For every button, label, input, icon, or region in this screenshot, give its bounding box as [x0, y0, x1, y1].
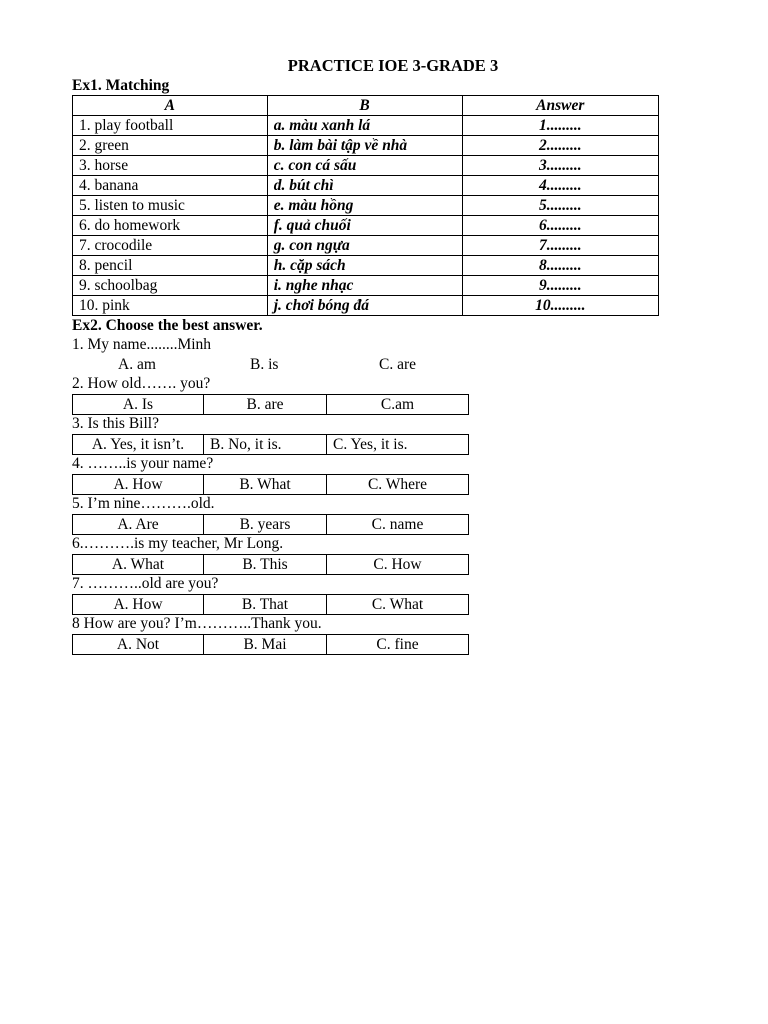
ex2-heading: Ex2. Choose the best answer. — [72, 317, 263, 334]
answer-blank: 9......... — [462, 276, 659, 296]
item-a: 3. horse — [73, 156, 268, 176]
table-row — [73, 176, 659, 196]
table-row — [73, 116, 659, 136]
item-b: e. màu hồng — [267, 196, 462, 216]
item-a: 1. play football — [73, 116, 268, 136]
col-header-a: A — [73, 96, 268, 116]
question-7: 7. ………..old are you? — [72, 575, 219, 592]
item-a: 10. pink — [73, 296, 268, 316]
answer-blank: 1......... — [462, 116, 659, 136]
item-a: 9. schoolbag — [73, 276, 268, 296]
option-c: C. fine — [327, 635, 469, 655]
answer-blank: 4......... — [462, 176, 659, 196]
option-b: B. That — [204, 595, 327, 615]
option-b: B. Mai — [204, 635, 327, 655]
options-q6 — [72, 554, 469, 575]
question-6: 6.……….is my teacher, Mr Long. — [72, 535, 284, 552]
question-8: 8 How are you? I’m………..Thank you. — [72, 615, 322, 632]
options-q3 — [72, 434, 469, 455]
table-row — [73, 256, 659, 276]
item-b: d. bút chì — [267, 176, 462, 196]
table-row — [73, 136, 659, 156]
item-b: g. con ngựa — [267, 236, 462, 256]
item-a: 7. crocodile — [73, 236, 268, 256]
table-row — [73, 196, 659, 216]
matching-table — [72, 95, 659, 316]
table-row — [73, 276, 659, 296]
option-c: C. Yes, it is. — [327, 435, 469, 455]
table-row — [73, 236, 659, 256]
answer-blank: 2......... — [462, 136, 659, 156]
question-5: 5. I’m nine……….old. — [72, 495, 215, 512]
item-b: i. nghe nhạc — [267, 276, 462, 296]
option-b: B. are — [204, 395, 327, 415]
question-1: 1. My name........Minh — [72, 336, 212, 353]
table-row — [73, 216, 659, 236]
matching-header-row — [73, 96, 659, 116]
item-b: b. làm bài tập về nhà — [267, 136, 462, 156]
option-a: A. What — [73, 555, 204, 575]
option-c: C. Where — [327, 475, 469, 495]
option-a: A. am — [118, 356, 156, 373]
item-b: h. cặp sách — [267, 256, 462, 276]
answer-blank: 6......... — [462, 216, 659, 236]
option-c: C. are — [379, 356, 417, 373]
answer-blank: 10......... — [462, 296, 659, 316]
ex1-heading: Ex1. Matching — [72, 77, 170, 94]
option-c: C.am — [327, 395, 469, 415]
option-a: A. Not — [73, 635, 204, 655]
item-b: j. chơi bóng đá — [267, 296, 462, 316]
option-c: C. How — [327, 555, 469, 575]
item-a: 2. green — [73, 136, 268, 156]
answer-blank: 8......... — [462, 256, 659, 276]
item-a: 8. pencil — [73, 256, 268, 276]
options-q8 — [72, 634, 469, 655]
item-b: c. con cá sấu — [267, 156, 462, 176]
question-3: 3. Is this Bill? — [72, 415, 159, 432]
options-q7 — [72, 594, 469, 615]
answer-blank: 5......... — [462, 196, 659, 216]
option-a: A. Yes, it isn’t. — [73, 435, 204, 455]
option-a: A. How — [73, 595, 204, 615]
item-a: 6. do homework — [73, 216, 268, 236]
item-a: 5. listen to music — [73, 196, 268, 216]
option-c: C. What — [327, 595, 469, 615]
table-row — [73, 296, 659, 316]
option-b: B. years — [204, 515, 327, 535]
option-a: A. Are — [73, 515, 204, 535]
option-c: C. name — [327, 515, 469, 535]
option-b: B. is — [250, 356, 279, 373]
item-a: 4. banana — [73, 176, 268, 196]
table-row — [73, 156, 659, 176]
col-header-answer: Answer — [462, 96, 659, 116]
options-q4 — [72, 474, 469, 495]
options-q5 — [72, 514, 469, 535]
option-a: A. How — [73, 475, 204, 495]
page-title: PRACTICE IOE 3-GRADE 3 — [287, 56, 499, 75]
answer-blank: 3......... — [462, 156, 659, 176]
option-b: B. What — [204, 475, 327, 495]
answer-blank: 7......... — [462, 236, 659, 256]
question-4: 4. ……..is your name? — [72, 455, 214, 472]
item-b: a. màu xanh lá — [267, 116, 462, 136]
question-2: 2. How old……. you? — [72, 375, 211, 392]
option-b: B. This — [204, 555, 327, 575]
option-a: A. Is — [73, 395, 204, 415]
item-b: f. quả chuối — [267, 216, 462, 236]
option-b: B. No, it is. — [204, 435, 327, 455]
options-q2 — [72, 394, 469, 415]
col-header-b: B — [267, 96, 462, 116]
